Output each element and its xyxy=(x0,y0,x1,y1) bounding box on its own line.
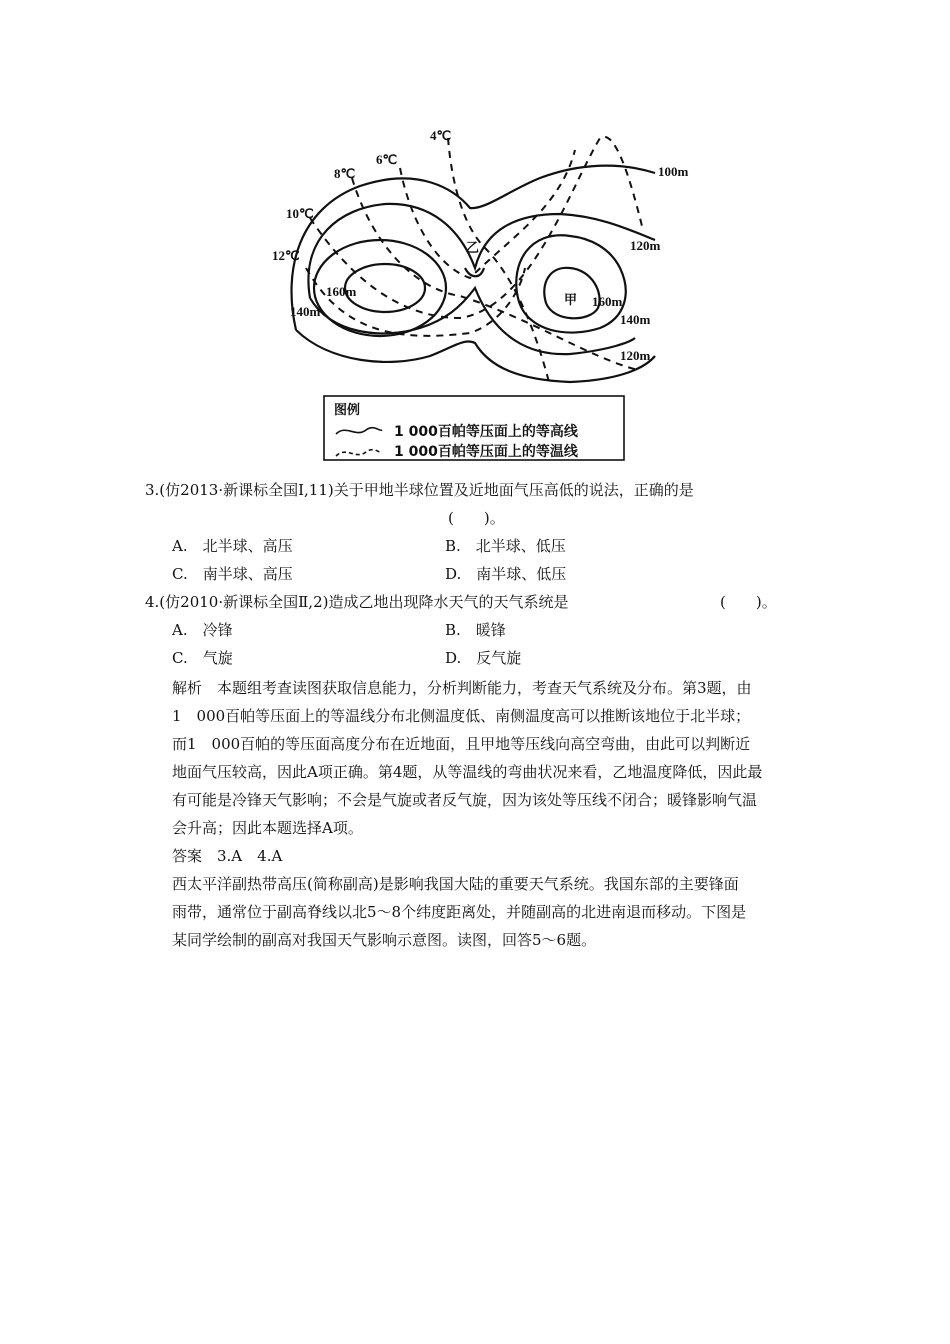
intro-line: 西太平洋副热带高压(简称副高)是影响我国大陆的重要天气系统。我国东部的主要锋面 xyxy=(172,875,739,893)
isotherm-label: 6℃ xyxy=(376,152,398,167)
weather-map-figure xyxy=(270,118,689,464)
analysis-line: 地面气压较高，因此A项正确。第4题，从等温线的弯曲状况来看，乙地温度降低，因此最 xyxy=(172,763,763,781)
analysis-line: 解析 本题组考查读图获取信息能力，分析判断能力，考查天气系统及分布。第3题，由 xyxy=(172,679,752,697)
analysis-line: 1 000百帕等压面上的等温线分布北侧温度低、南侧温度高可以推断该地位于北半球； xyxy=(172,707,751,725)
q4-blank: ( )。 xyxy=(720,593,777,611)
contour-line-120-bottom xyxy=(310,288,635,354)
intro-line: 雨带，通常位于副高脊线以北5～8个纬度距离处，并随副高的北进南退而移动。下图是 xyxy=(172,903,747,921)
answer-line: 答案 3.A 4.A xyxy=(172,847,283,865)
q4-option-d: D. 反气旋 xyxy=(445,649,522,667)
q4-option-b: B. 暖锋 xyxy=(445,621,506,639)
intro-line: 某同学绘制的副高对我国天气影响示意图。读图，回答5～6题。 xyxy=(172,931,597,949)
contour-label: 140m xyxy=(620,312,651,327)
isotherm-label: 10℃ xyxy=(286,206,314,221)
contour-label: 160m xyxy=(592,294,623,309)
analysis-line: 会升高；因此本题选择A项。 xyxy=(172,819,363,837)
q3-option-d: D. 南半球、低压 xyxy=(445,565,567,583)
contour-label: 140m xyxy=(290,304,321,319)
place-label-jia: 甲 xyxy=(564,292,578,307)
legend-dashed-label: 1 000百帕等压面上的等温线 xyxy=(394,444,578,460)
q3-option-b: B. 北半球、低压 xyxy=(445,537,566,555)
analysis-line: 有可能是冷锋天气影响；不会是气旋或者反气旋，因为该处等压线不闭合；暖锋影响气温 xyxy=(172,791,758,809)
isotherm-label: 8℃ xyxy=(334,166,356,181)
isotherm-lines xyxy=(306,137,642,386)
isotherm-8 xyxy=(352,178,638,370)
contour-label: 120m xyxy=(630,238,661,253)
q4-option-a: A. 冷锋 xyxy=(172,621,233,639)
q3-option-a: A. 北半球、高压 xyxy=(172,537,293,555)
q4-option-c: C. 气旋 xyxy=(172,649,233,667)
contour-label: 100m xyxy=(658,164,689,179)
contour-left-160 xyxy=(345,264,425,312)
analysis-line: 而1 000百帕的等压面高度分布在近地面，且甲地等压线向高空弯曲，由此可以判断近 xyxy=(172,735,751,753)
q3-stem: 3.(仿2013·新课标全国Ⅰ,11)关于甲地半球位置及近地面气压高低的说法，正确的是 xyxy=(145,481,694,499)
contour-label: 160m xyxy=(326,284,357,299)
q3-blank: ( )。 xyxy=(448,509,505,527)
contour-label: 120m xyxy=(620,348,651,363)
legend-title: 图例 xyxy=(334,403,361,418)
contour-lines xyxy=(292,166,655,382)
contour-line-120 xyxy=(308,204,655,298)
contour-line-outer-bottom xyxy=(296,330,655,382)
q4-stem: 4.(仿2010·新课标全国Ⅱ,2)造成乙地出现降水天气的天气系统是 xyxy=(145,593,569,611)
isotherm-label: 4℃ xyxy=(430,128,452,143)
isotherm-label: 12℃ xyxy=(272,248,300,263)
place-label-yi: 乙 xyxy=(466,240,480,255)
q3-option-c: C. 南半球、高压 xyxy=(172,565,293,583)
legend-solid-label: 1 000百帕等压面上的等高线 xyxy=(394,424,578,440)
